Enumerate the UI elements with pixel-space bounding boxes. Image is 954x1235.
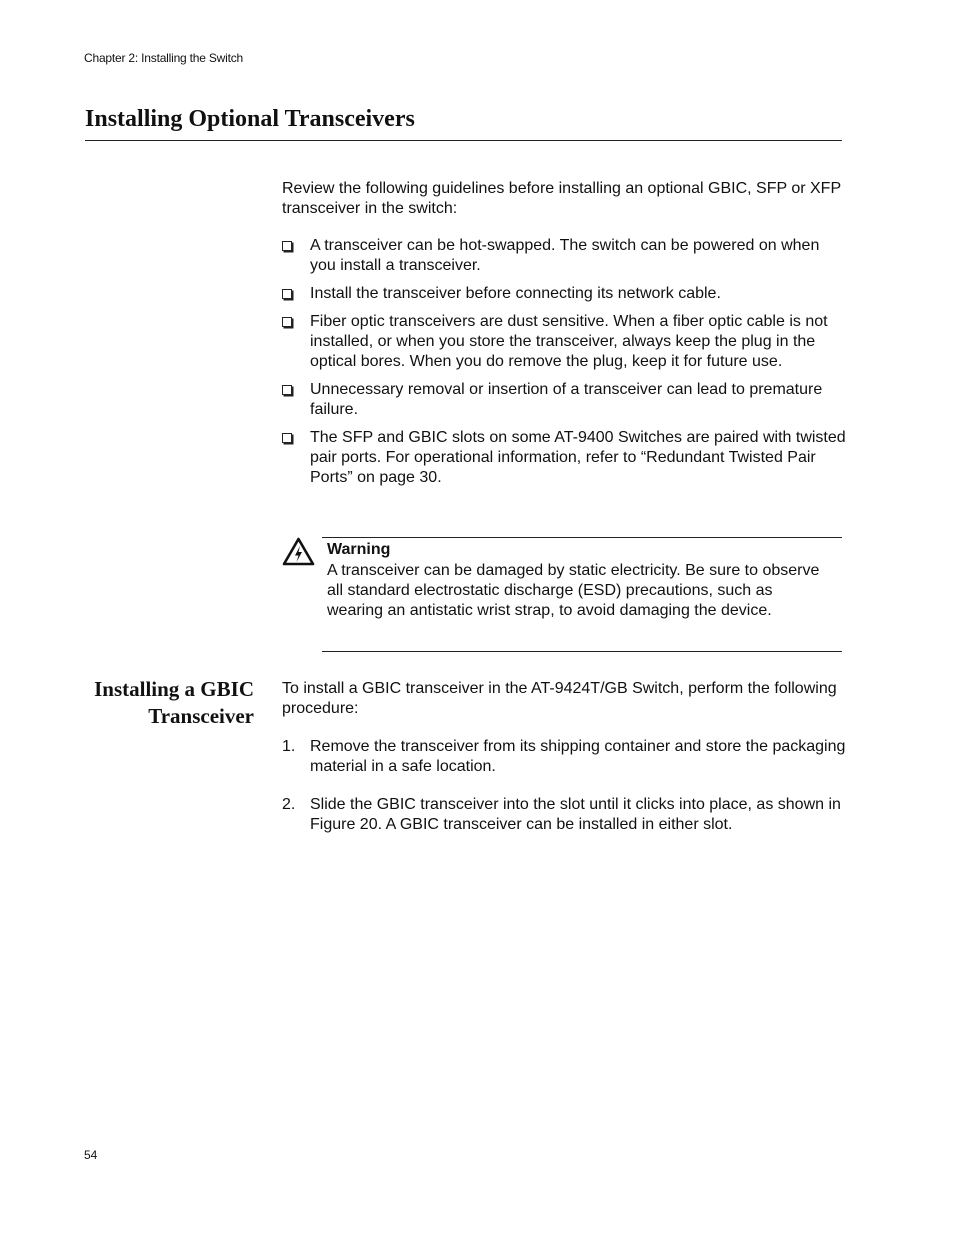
step-number: 2. bbox=[282, 796, 296, 813]
step-number: 1. bbox=[282, 738, 296, 755]
page-number: 54 bbox=[84, 1148, 98, 1162]
list-item-text: Fiber optic transceivers are dust sensitive. When a fiber optic cable is not installed, or when you store the transceiver, always keep the plug in the optical bores. When you do remove the plug, keep it for future use. bbox=[310, 313, 828, 370]
section-intro: Review the following guidelines before installing an optional GBIC, SFP or XFP transceiver in the switch: bbox=[282, 180, 841, 217]
list-item-text: Unnecessary removal or insertion of a transceiver can lead to premature failure. bbox=[310, 381, 823, 418]
warning-text: A transceiver can be damaged by static electricity. Be sure to observe all standard electrostatic discharge (ESD) precautions, such as wearing an antistatic wrist strap, to avoid damaging the device. bbox=[327, 562, 820, 619]
checkbox-bullet-icon bbox=[282, 317, 292, 327]
warning-rule-top bbox=[322, 537, 842, 538]
list-item bbox=[282, 236, 847, 276]
section-title: Installing Optional Transceivers bbox=[85, 106, 415, 132]
guidelines-list bbox=[282, 236, 847, 496]
step-item bbox=[282, 737, 847, 777]
step-text: Remove the transceiver from its shipping container and store the packaging material in a safe location. bbox=[310, 738, 846, 775]
warning-rule-bottom bbox=[322, 651, 842, 652]
list-item bbox=[282, 428, 847, 488]
checkbox-bullet-icon bbox=[282, 289, 292, 299]
list-item-text: A transceiver can be hot-swapped. The switch can be powered on when you install a transceiver. bbox=[310, 237, 820, 274]
procedure-intro: To install a GBIC transceiver in the AT-9424T/GB Switch, perform the following procedure: bbox=[282, 680, 837, 717]
procedure-steps bbox=[282, 737, 847, 853]
checkbox-bullet-icon bbox=[282, 241, 292, 251]
checkbox-bullet-icon bbox=[282, 433, 292, 443]
subsection-title-line1: Installing a GBIC bbox=[94, 677, 254, 701]
warning-title: Warning bbox=[327, 541, 391, 558]
step-text: Slide the GBIC transceiver into the slot until it clicks into place, as shown in Figure 20. A GBIC transceiver can be installed in either slot. bbox=[310, 796, 841, 833]
list-item bbox=[282, 312, 847, 372]
running-head: Chapter 2: Installing the Switch bbox=[84, 51, 244, 65]
title-rule bbox=[85, 140, 842, 141]
list-item bbox=[282, 284, 847, 304]
subsection-title-line2: Transceiver bbox=[148, 704, 254, 728]
subsection-title bbox=[60, 676, 254, 730]
list-item bbox=[282, 380, 847, 420]
electrical-hazard-icon bbox=[282, 537, 315, 566]
warning-box bbox=[282, 537, 842, 651]
list-item-text: The SFP and GBIC slots on some AT-9400 Switches are paired with twisted pair ports. For operational information, refer to “Redundant Twisted Pair Ports” on page 30. bbox=[310, 429, 846, 486]
list-item-text: Install the transceiver before connecting its network cable. bbox=[310, 285, 721, 302]
step-item bbox=[282, 795, 847, 835]
checkbox-bullet-icon bbox=[282, 385, 292, 395]
